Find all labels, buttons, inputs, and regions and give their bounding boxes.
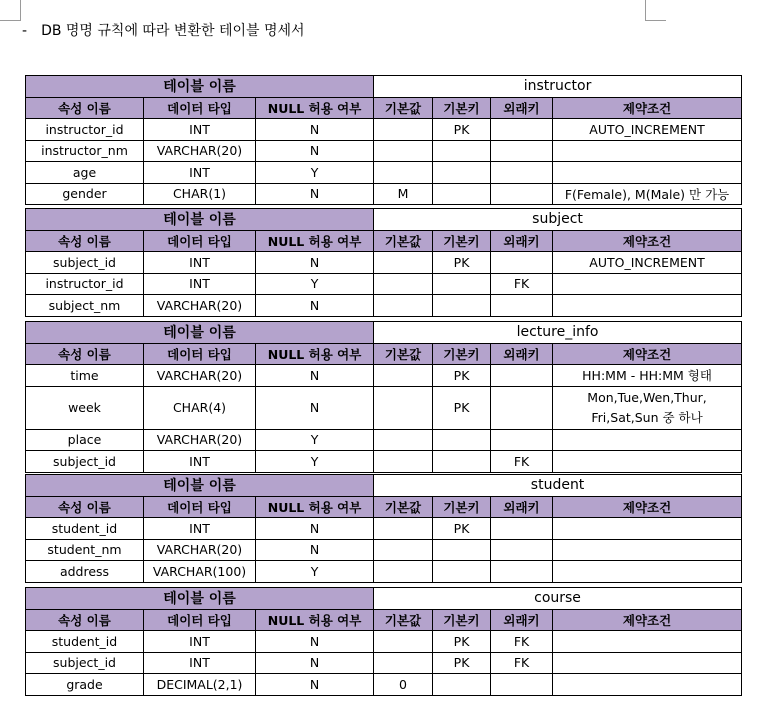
table-title-row — [26, 588, 742, 610]
table-cell: AUTO_INCREMENT — [553, 119, 742, 141]
table-cell — [491, 561, 553, 583]
table-row — [26, 252, 742, 274]
table-row — [26, 365, 742, 387]
table-row — [26, 183, 742, 205]
table-cell — [491, 674, 553, 696]
table-cell: INT — [144, 273, 256, 295]
table-cell: PK — [433, 365, 491, 387]
page-corner-mark-left — [0, 0, 21, 21]
table-cell: address — [26, 561, 144, 583]
table-cell: INT — [144, 451, 256, 473]
table-cell: instructor_id — [26, 119, 144, 141]
table-cell: N — [256, 631, 374, 653]
table-title-row — [26, 209, 742, 231]
table-cell: VARCHAR(20) — [144, 140, 256, 162]
table-cell — [553, 162, 742, 184]
column-header: 기본키 — [433, 230, 491, 252]
table-title-row — [26, 322, 742, 344]
table-cell — [491, 365, 553, 387]
table-cell: VARCHAR(20) — [144, 295, 256, 317]
table-cell: PK — [433, 119, 491, 141]
table-row — [26, 273, 742, 295]
table-cell — [433, 674, 491, 696]
table-name-value: student — [374, 475, 742, 497]
table-cell: PK — [433, 631, 491, 653]
table-name-label: 테이블 이름 — [26, 322, 374, 344]
table-cell: Y — [256, 561, 374, 583]
table-cell — [553, 273, 742, 295]
spec-table-subject — [25, 208, 742, 317]
column-header: 기본키 — [433, 609, 491, 631]
table-cell: FK — [491, 273, 553, 295]
table-cell — [433, 295, 491, 317]
table-cell: N — [256, 365, 374, 387]
table-cell: student_nm — [26, 539, 144, 561]
table-cell — [374, 365, 433, 387]
table-cell: N — [256, 119, 374, 141]
column-header: 외래키 — [491, 609, 553, 631]
column-header: 속성 이름 — [26, 609, 144, 631]
table-cell: INT — [144, 119, 256, 141]
column-header: NULL 허용 여부 — [256, 609, 374, 631]
column-header: 속성 이름 — [26, 97, 144, 119]
table-cell — [374, 386, 433, 429]
column-header: NULL 허용 여부 — [256, 496, 374, 518]
table-cell — [374, 295, 433, 317]
table-cell: N — [256, 539, 374, 561]
column-header-row — [26, 343, 742, 365]
table-cell — [553, 295, 742, 317]
table-cell — [433, 539, 491, 561]
table-cell: FK — [491, 451, 553, 473]
table-row — [26, 451, 742, 473]
table-cell — [433, 183, 491, 205]
table-cell: N — [256, 140, 374, 162]
table-cell — [374, 252, 433, 274]
spec-table-lecture-info — [25, 321, 742, 473]
table-cell — [491, 252, 553, 274]
table-row — [26, 631, 742, 653]
table-cell: INT — [144, 652, 256, 674]
spec-table-student — [25, 474, 742, 583]
table-cell — [433, 273, 491, 295]
table-row — [26, 539, 742, 561]
table-cell: INT — [144, 518, 256, 540]
table-row — [26, 162, 742, 184]
table-cell — [374, 561, 433, 583]
column-header: 외래키 — [491, 496, 553, 518]
table-cell — [553, 652, 742, 674]
column-header: 데이터 타입 — [144, 343, 256, 365]
column-header: 외래키 — [491, 343, 553, 365]
table-cell: INT — [144, 252, 256, 274]
table-cell: INT — [144, 631, 256, 653]
table-cell: DECIMAL(2,1) — [144, 674, 256, 696]
table-name-value: subject — [374, 209, 742, 231]
table-cell: student_id — [26, 518, 144, 540]
table-cell: PK — [433, 518, 491, 540]
column-header: 기본키 — [433, 343, 491, 365]
column-header: 기본값 — [374, 609, 433, 631]
column-header: 기본값 — [374, 496, 433, 518]
column-header: 기본값 — [374, 230, 433, 252]
table-cell — [433, 561, 491, 583]
table-cell — [433, 429, 491, 451]
spec-table-instructor — [25, 75, 742, 205]
table-cell: CHAR(1) — [144, 183, 256, 205]
table-title-row — [26, 475, 742, 497]
column-header: 제약조건 — [553, 97, 742, 119]
table-name-value: instructor — [374, 76, 742, 98]
table-name-value: lecture_info — [374, 322, 742, 344]
table-row — [26, 140, 742, 162]
table-cell — [433, 140, 491, 162]
table-cell — [374, 273, 433, 295]
table-cell: grade — [26, 674, 144, 696]
table-cell — [374, 429, 433, 451]
table-cell: Y — [256, 162, 374, 184]
table-cell: PK — [433, 252, 491, 274]
table-cell: AUTO_INCREMENT — [553, 252, 742, 274]
table-cell: subject_nm — [26, 295, 144, 317]
table-cell — [374, 518, 433, 540]
table-cell: subject_id — [26, 252, 144, 274]
table-cell: student_id — [26, 631, 144, 653]
column-header: NULL 허용 여부 — [256, 97, 374, 119]
table-cell — [374, 162, 433, 184]
table-cell — [491, 183, 553, 205]
table-cell — [491, 539, 553, 561]
table-cell — [491, 140, 553, 162]
column-header: 기본키 — [433, 496, 491, 518]
table-cell: F(Female), M(Male) 만 가능 — [553, 183, 742, 205]
table-cell: VARCHAR(20) — [144, 429, 256, 451]
table-cell: Y — [256, 451, 374, 473]
table-cell: N — [256, 295, 374, 317]
column-header: 속성 이름 — [26, 230, 144, 252]
heading-text: DB 명명 규칙에 따라 변환한 테이블 명세서 — [41, 23, 305, 39]
table-cell: N — [256, 386, 374, 429]
table-cell — [491, 429, 553, 451]
table-cell: HH:MM - HH:MM 형태 — [553, 365, 742, 387]
table-cell: VARCHAR(20) — [144, 539, 256, 561]
column-header-row — [26, 496, 742, 518]
table-cell: N — [256, 518, 374, 540]
table-row — [26, 386, 742, 429]
table-row — [26, 518, 742, 540]
table-name-value: course — [374, 588, 742, 610]
table-cell — [374, 631, 433, 653]
table-cell — [553, 451, 742, 473]
table-cell: PK — [433, 652, 491, 674]
table-cell: Y — [256, 429, 374, 451]
table-cell: M — [374, 183, 433, 205]
table-cell — [553, 561, 742, 583]
column-header: 데이터 타입 — [144, 609, 256, 631]
column-header: 속성 이름 — [26, 496, 144, 518]
table-cell — [491, 295, 553, 317]
table-cell — [491, 119, 553, 141]
column-header: 외래키 — [491, 97, 553, 119]
table-cell — [433, 162, 491, 184]
spec-table-course — [25, 587, 742, 696]
table-cell: instructor_id — [26, 273, 144, 295]
table-cell — [374, 140, 433, 162]
table-name-label: 테이블 이름 — [26, 475, 374, 497]
column-header: 기본값 — [374, 343, 433, 365]
table-cell: instructor_nm — [26, 140, 144, 162]
table-row — [26, 295, 742, 317]
column-header: 제약조건 — [553, 609, 742, 631]
table-cell — [374, 119, 433, 141]
table-cell — [553, 539, 742, 561]
column-header: 기본값 — [374, 97, 433, 119]
column-header-row — [26, 97, 742, 119]
table-cell: week — [26, 386, 144, 429]
table-cell: time — [26, 365, 144, 387]
table-cell — [553, 429, 742, 451]
table-title-row — [26, 76, 742, 98]
column-header: 제약조건 — [553, 230, 742, 252]
table-cell: Y — [256, 273, 374, 295]
table-name-label: 테이블 이름 — [26, 588, 374, 610]
column-header-row — [26, 609, 742, 631]
table-cell: subject_id — [26, 652, 144, 674]
table-cell: subject_id — [26, 451, 144, 473]
table-cell — [553, 140, 742, 162]
table-row — [26, 429, 742, 451]
table-name-label: 테이블 이름 — [26, 209, 374, 231]
table-cell — [491, 386, 553, 429]
table-row — [26, 652, 742, 674]
table-cell: VARCHAR(20) — [144, 365, 256, 387]
table-cell: N — [256, 674, 374, 696]
column-header: 외래키 — [491, 230, 553, 252]
heading-bullet: - — [22, 23, 28, 39]
table-cell — [553, 631, 742, 653]
table-cell — [374, 539, 433, 561]
column-header: 제약조건 — [553, 343, 742, 365]
table-row — [26, 561, 742, 583]
table-cell: FK — [491, 652, 553, 674]
table-cell: PK — [433, 386, 491, 429]
table-cell: gender — [26, 183, 144, 205]
column-header: 데이터 타입 — [144, 97, 256, 119]
column-header: 데이터 타입 — [144, 496, 256, 518]
table-cell: N — [256, 183, 374, 205]
document-heading — [22, 20, 305, 40]
table-cell — [374, 451, 433, 473]
column-header: NULL 허용 여부 — [256, 343, 374, 365]
table-cell: 0 — [374, 674, 433, 696]
table-name-label: 테이블 이름 — [26, 76, 374, 98]
table-cell: N — [256, 652, 374, 674]
column-header-row — [26, 230, 742, 252]
table-cell: CHAR(4) — [144, 386, 256, 429]
table-row — [26, 674, 742, 696]
column-header: 데이터 타입 — [144, 230, 256, 252]
table-cell — [553, 674, 742, 696]
table-cell: VARCHAR(100) — [144, 561, 256, 583]
column-header: NULL 허용 여부 — [256, 230, 374, 252]
table-cell: N — [256, 252, 374, 274]
table-cell: age — [26, 162, 144, 184]
table-cell — [374, 652, 433, 674]
table-cell — [433, 451, 491, 473]
table-cell: INT — [144, 162, 256, 184]
table-cell — [491, 518, 553, 540]
column-header: 제약조건 — [553, 496, 742, 518]
column-header: 속성 이름 — [26, 343, 144, 365]
table-cell: FK — [491, 631, 553, 653]
table-row — [26, 119, 742, 141]
table-cell: Mon,Tue,Wen,Thur, Fri,Sat,Sun 중 하나 — [553, 386, 742, 429]
table-cell — [553, 518, 742, 540]
table-cell — [491, 162, 553, 184]
column-header: 기본키 — [433, 97, 491, 119]
page-corner-mark-right — [645, 0, 666, 21]
table-cell: place — [26, 429, 144, 451]
